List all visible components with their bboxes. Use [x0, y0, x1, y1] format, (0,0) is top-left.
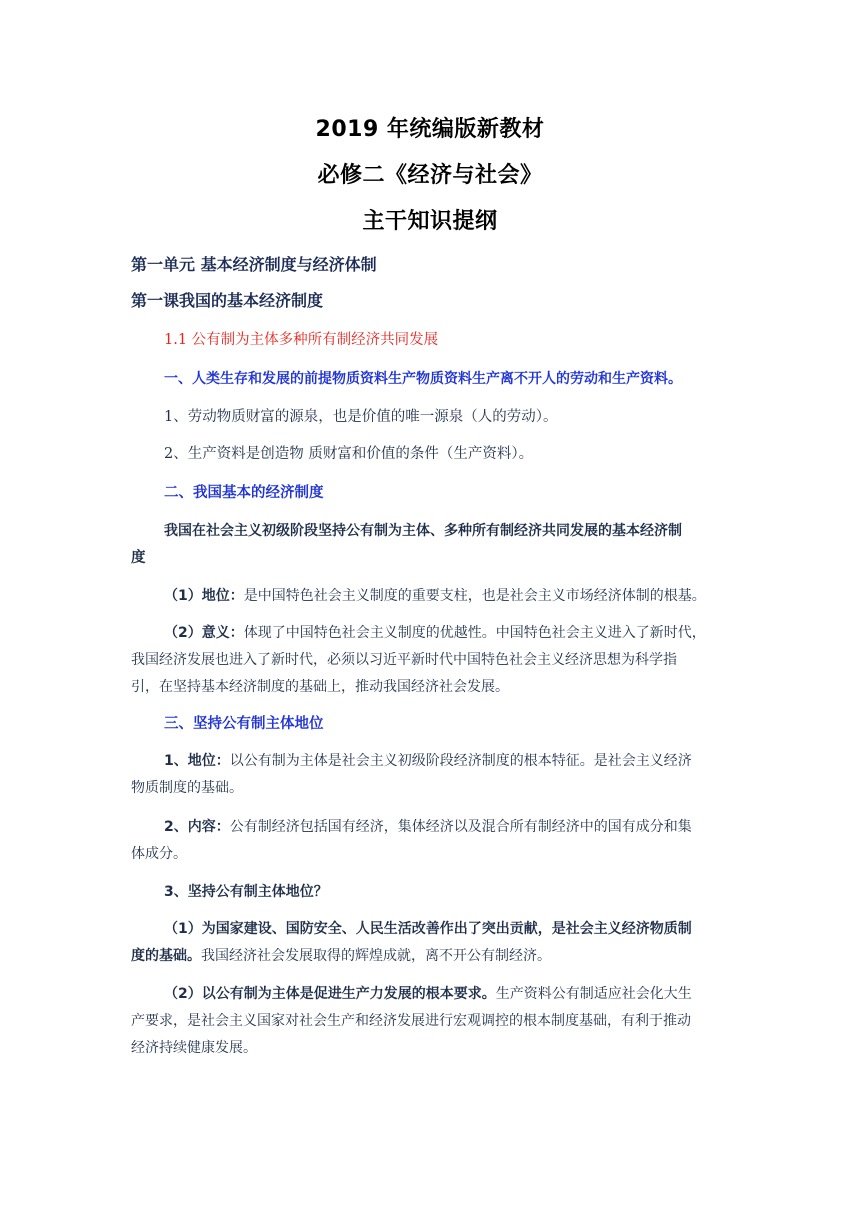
s2-point-2-label: （2）意义：	[164, 625, 244, 641]
s3-q1-line-2	[131, 943, 741, 970]
s2-point-2-line-3: 引，在坚持基本经济制度的基础上，推动我国经济社会发展。	[131, 679, 509, 695]
s2-point-1	[164, 583, 744, 610]
s2-intro-line-1: 我国在社会主义初级阶段坚持公有制为主体、多种所有制经济共同发展的基本经济制	[164, 523, 682, 539]
s3-q1-bold-2: 度的基础。	[131, 948, 201, 964]
section-heading: 1.1 公有制为主体多种所有制经济共同发展	[164, 332, 439, 348]
lesson-heading: 第一课我国的基本经济制度	[131, 291, 324, 310]
s3-point-1-line-2: 物质制度的基础。	[131, 780, 243, 796]
title-line-3: 主干知识提纲	[362, 209, 498, 234]
s3-point-2-line-1	[164, 814, 744, 841]
s3-point-1-line-1	[164, 748, 744, 775]
s3-q2-line-1	[164, 981, 744, 1008]
s2-heading: 二、我国基本的经济制度	[164, 485, 324, 501]
s2-intro-line-2: 度	[131, 550, 146, 566]
s1-item-1: 1、劳动物质财富的源泉，也是价值的唯一源泉（人的劳动）。	[164, 409, 558, 425]
title-line-1: 2019 年统编版新教材	[315, 117, 545, 142]
s3-point-1-text-1: 以公有制为主体是社会主义初级阶段经济制度的根本特征。是社会主义经济	[229, 753, 692, 769]
s2-point-2-text-1: 体现了中国特色社会主义制度的优越性。中国特色社会主义进入了新时代，	[243, 625, 706, 641]
s3-heading: 三、坚持公有制主体地位	[164, 716, 324, 732]
s2-point-1-label: （1）地位：	[164, 588, 244, 604]
s3-point-2-label: 2、内容：	[164, 819, 230, 835]
s3-point-1-label: 1、地位：	[164, 753, 230, 769]
s3-q2-line-2: 产要求，是社会主义国家对社会生产和经济发展进行宏观调控的根本制度基础，有利于推动	[131, 1013, 691, 1029]
s2-point-2-line-1	[164, 620, 744, 647]
s3-q1-line-1: （1）为国家建设、国防安全、人民生活改善作出了突出贡献，是社会主义经济物质制	[164, 921, 692, 937]
s3-q2-line-3: 经济持续健康发展。	[131, 1040, 257, 1056]
s3-q2-text-1: 生产资料公有制适应社会化大生	[495, 986, 692, 1002]
s1-item-2: 2、生产资料是创造物 质财富和价值的条件（生产资料）。	[164, 446, 534, 462]
s1-heading: 一、人类生存和发展的前提物质资料生产物质资料生产离不开人的劳动和生产资料。	[164, 371, 682, 387]
s3-q2-label: （2）以公有制为主体是促进生产力发展的根本要求。	[164, 986, 496, 1002]
s2-point-2-line-2: 我国经济发展也进入了新时代，必须以习近平新时代中国特色社会主义经济思想为科学指	[131, 652, 677, 668]
s3-point-2-text-1: 公有制经济包括国有经济，集体经济以及混合所有制经济中的国有成分和集	[229, 819, 692, 835]
s2-point-1-text: 是中国特色社会主义制度的重要支柱，也是社会主义市场经济体制的根基。	[243, 588, 706, 604]
s3-point-3: 3、坚持公有制主体地位？	[164, 884, 328, 900]
unit-heading: 第一单元 基本经济制度与经济体制	[131, 255, 377, 274]
s3-q1-text-2: 我国经济社会发展取得的辉煌成就，离不开公有制经济。	[201, 948, 551, 964]
title-line-2: 必修二《经济与社会》	[317, 163, 543, 188]
s3-point-2-line-2: 体成分。	[131, 846, 187, 862]
